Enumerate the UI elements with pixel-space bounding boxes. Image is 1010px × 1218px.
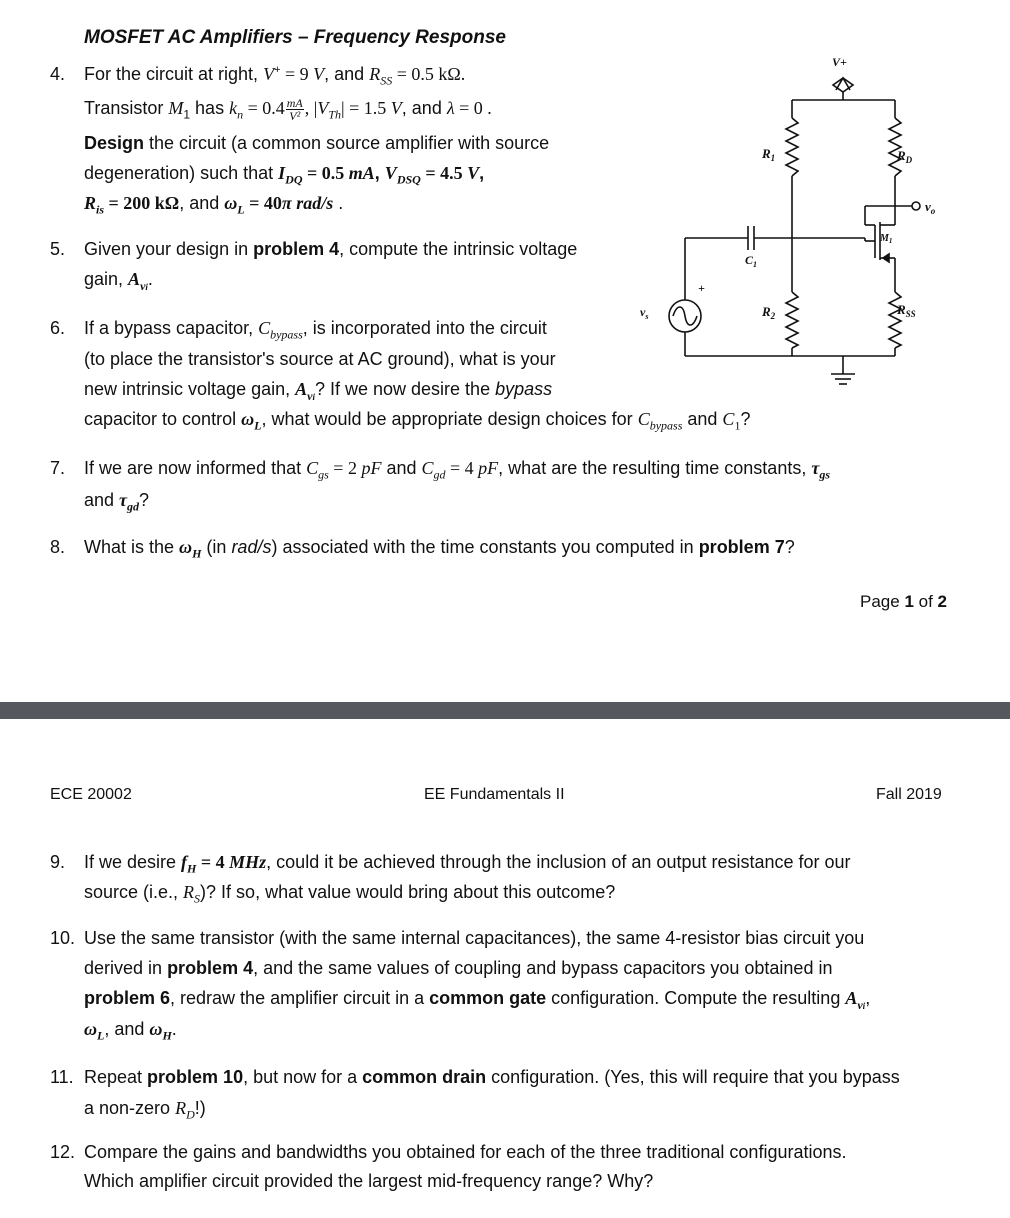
resistor-rd	[889, 118, 901, 176]
problem-line: Use the same transistor (with the same internal capacitances), the same 4-resistor bias circuit you	[84, 928, 865, 948]
m1-label: $M_1$	[880, 233, 893, 245]
course-name: EE Fundamentals II	[424, 786, 565, 803]
vplus-label: V+	[832, 55, 847, 69]
problem-line: and $\tau_{gd}$?	[84, 490, 150, 514]
plus-sign: +	[698, 281, 705, 295]
problem-line: What is the $\omega_H$ (in rad/s) associated with the time constants you computed in problem 7?	[84, 537, 795, 561]
resistor-r2	[786, 292, 798, 348]
page-divider	[0, 702, 1010, 719]
vs-label: $v_s$	[640, 305, 649, 321]
problem-line: Which amplifier circuit provided the largest mid-frequency range? Why?	[84, 1171, 654, 1191]
problem-number: 11.	[50, 1067, 74, 1087]
problem-number: 9.	[50, 852, 66, 872]
r1-label: $R_1$	[762, 146, 776, 163]
circuit-diagram	[620, 48, 960, 403]
problem-line: (to place the transistor's source at AC ground), what is your	[84, 349, 556, 369]
problem-line: Transistor $M_1$ has $k_n = 0.4$ $\frac{mA}{\text{V²}}$ , $|V_{Th}| = 1.5$ V, and λ = 0 .	[84, 95, 492, 123]
rd-label: $R_D$	[897, 148, 913, 165]
problem-line: $\omega_L$, and $\omega_H$.	[84, 1019, 177, 1043]
problem-line: Design the circuit (a common source amplifier with source	[84, 133, 550, 153]
page-title: MOSFET AC Amplifiers – Frequency Response	[84, 27, 506, 48]
page-number: Page 1 of 2	[860, 592, 947, 611]
problem-line: problem 6, redraw the amplifier circuit in a common gate configuration. Compute the resulting $A_{vi}$,	[84, 988, 871, 1012]
problem-line: degeneration) such that $I_{DQ} = 0.5$ mA, $V_{DSQ} = 4.5$ V,	[84, 163, 485, 187]
ground-icon	[831, 374, 855, 384]
problem-line: Compare the gains and bandwidths you obtained for each of the three traditional configurations.	[84, 1142, 847, 1162]
problem-number: 10.	[50, 928, 76, 948]
problem-line: If a bypass capacitor, $C_{bypass}$, is incorporated into the circuit	[84, 318, 547, 342]
problem-line: Repeat problem 10, but now for a common drain configuration. (Yes, this will require that you bypass	[84, 1067, 900, 1087]
problem-number: 4.	[50, 64, 66, 84]
r2-label: $R_2$	[762, 304, 776, 321]
problem-line: If we desire $f_H = 4$ MHz, could it be achieved through the inclusion of an output resistance for our	[84, 852, 851, 876]
problem-line: $R_{is} = 200$ kΩ, and $\omega_L = 40\pi$ rad/s .	[84, 193, 344, 217]
problem-number: 7.	[50, 458, 66, 478]
vo-label: $v_o$	[925, 199, 936, 216]
problem-line: source (i.e., $R_S$)? If so, what value would bring about this outcome?	[84, 882, 616, 906]
problem-number: 6.	[50, 318, 66, 338]
rss-label: $R_{SS}$	[897, 302, 916, 319]
problem-line: derived in problem 4, and the same values of coupling and bypass capacitors you obtained in	[84, 958, 833, 978]
term: Fall 2019	[876, 786, 942, 803]
resistor-r1	[786, 118, 798, 176]
problem-number: 12.	[50, 1142, 76, 1162]
problem-line: capacitor to control $\omega_L$, what would be appropriate design choices for $C_{bypass}$ and $C_1$?	[84, 409, 751, 433]
problem-number: 8.	[50, 537, 66, 557]
mosfet-arrow-icon	[883, 254, 889, 262]
problem-line: a non-zero $R_D$!)	[84, 1098, 206, 1122]
problem-line: new intrinsic voltage gain, $A_{vi}$? If we now desire the bypass	[84, 379, 553, 403]
resistor-rss	[889, 292, 901, 348]
problem-number: 5.	[50, 239, 66, 259]
problem-line: If we are now informed that $C_{gs} = 2$ pF and $C_{gd} = 4$ pF, what are the resulting time constants, $\tau_{gs}$	[84, 458, 830, 482]
problem-line: Given your design in problem 4, compute the intrinsic voltage	[84, 239, 578, 259]
output-terminal	[912, 202, 920, 210]
course-code: ECE 20002	[50, 786, 132, 803]
problem-line: For the circuit at right, V+ = 9 V, and $R_{SS} = 0.5$ kΩ.	[84, 64, 466, 88]
problem-line: gain, $A_{vi}$.	[84, 269, 153, 293]
c1-label: $C_1$	[745, 253, 758, 269]
